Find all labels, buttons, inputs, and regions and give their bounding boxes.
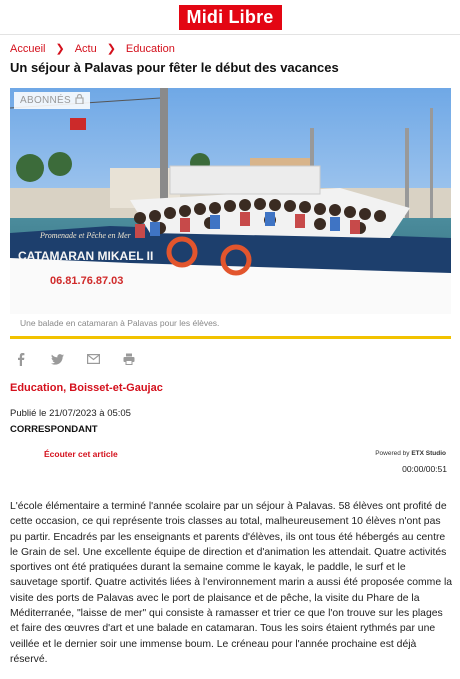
tag-education[interactable]: Education <box>10 382 64 394</box>
svg-text:06.81.76.87.03: 06.81.76.87.03 <box>50 275 124 287</box>
powered-brand: ETX Studio <box>411 450 446 457</box>
article-tags <box>10 382 163 394</box>
share-bar <box>14 352 136 366</box>
audio-powered-by <box>375 450 446 457</box>
tag-separator: , <box>63 382 67 394</box>
article-body: L'école élémentaire a terminé l'année scolaire par un séjour à Palavas. 58 élèves ont profité de cette occasion, ce qui représente trois classes au total, malheureusement 10 élèves n'ont pas pu partir. Encadrés par les enseignants et parents d'élèves, ils ont tous été hébergés au centre le Grain de sel. Une excellente équipe de direction et d'animation les attendait. Quatre activités sportives ont été pratiquées durant la semaine comme le kayak, le paddle, le surf et le sauvetage sportif. Quatre activités liées à l'environnement marin a aussi été proposée comme la visite des ports de Palavas avec le port de plaisance et de pêche, la visite du Phare de la Méditerranée, "laisse de mer" qui consiste à ramasser et trier ce que l'on trouve sur les plages et faire des œuvres d'art et une balade en catamaran. Tous les soirs étaient rythmés par une veillée et le dernier soir une immense boum. Le créneau pour l'année prochaine est déjà réservé. <box>10 501 453 665</box>
divider <box>10 336 451 339</box>
mail-icon[interactable] <box>86 352 100 366</box>
site-header <box>0 0 460 35</box>
audio-time: 00:00/00:51 <box>402 464 447 474</box>
breadcrumb-education[interactable]: Education <box>125 42 175 55</box>
badge-label: ABONNÉS <box>20 95 72 106</box>
photo-caption: Une balade en catamaran à Palavas pour les élèves. <box>20 318 220 328</box>
listen-article-button[interactable]: Écouter cet article <box>44 449 118 459</box>
chevron-right-icon: ❯ <box>55 43 65 55</box>
article-photo[interactable] <box>10 88 451 314</box>
svg-text:CATAMARAN MIKAEL II: CATAMARAN MIKAEL II <box>18 249 154 263</box>
facebook-icon[interactable] <box>14 352 28 366</box>
powered-prefix: Powered by <box>375 450 410 457</box>
breadcrumb-accueil[interactable]: Accueil <box>10 42 46 55</box>
midi-libre-logo[interactable]: Midi Libre <box>179 5 282 30</box>
twitter-icon[interactable] <box>50 352 64 366</box>
lock-icon <box>75 94 84 107</box>
print-icon[interactable] <box>122 352 136 366</box>
breadcrumb-actu[interactable]: Actu <box>74 42 97 55</box>
subscriber-badge <box>14 92 90 109</box>
photo-illustration <box>10 88 451 314</box>
breadcrumb <box>10 42 175 55</box>
tag-boisset-et-gaujac[interactable]: Boisset-et-Gaujac <box>69 382 163 394</box>
article-title: Un séjour à Palavas pour fêter le début des vacances <box>10 60 339 75</box>
chevron-right-icon: ❯ <box>106 43 116 55</box>
article-author: CORRESPONDANT <box>10 424 98 435</box>
svg-text:Promenade et Pêche en Mer: Promenade et Pêche en Mer <box>40 231 131 240</box>
publish-date: Publié le 21/07/2023 à 05:05 <box>10 408 131 419</box>
